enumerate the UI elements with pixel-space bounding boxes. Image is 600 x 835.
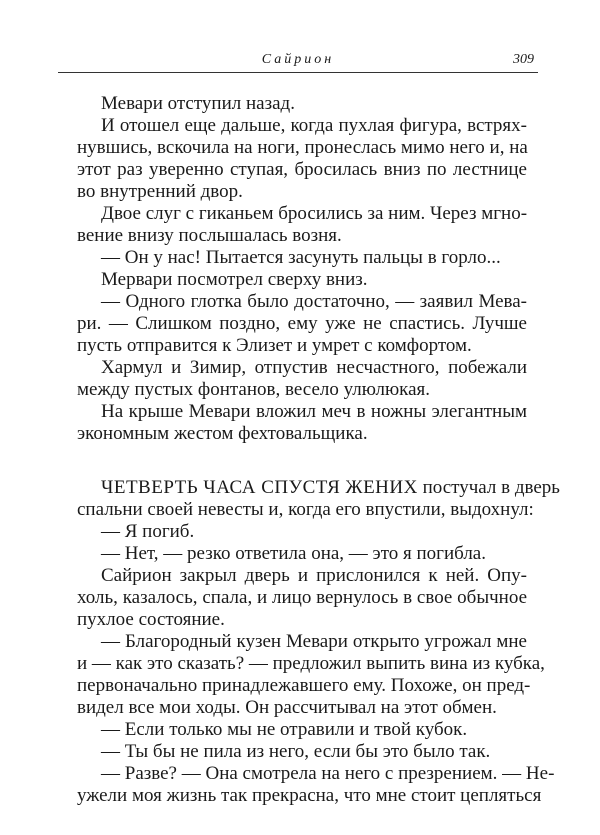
page-number: 309 (513, 52, 534, 67)
page-header (58, 50, 538, 73)
text-line: ужели моя жизнь так прекрасна, что мне стоит цепляться (77, 785, 542, 806)
text-line: — Одного глотка было достаточно, — заявил Мева- (101, 291, 527, 312)
text-line: вение внизу послышалась возня. (77, 225, 342, 246)
text-line: Мервари посмотрел сверху вниз. (101, 269, 368, 290)
text-line: нувшись, вскочила на ноги, пронеслась мимо него и, на (77, 137, 528, 158)
text-line: экономным жестом фехтовальщика. (77, 423, 368, 444)
text-line: Сайрион закрыл дверь и прислонился к ней. Опу- (101, 565, 527, 586)
text-line: — Благородный кузен Мевари открыто угрожал мне (101, 631, 527, 652)
section-opening-line (101, 477, 560, 499)
text-line: Двое слуг с гиканьем бросились за ним. Через мгно- (101, 203, 528, 224)
text-line: — Ты бы не пила из него, если бы это было так. (101, 741, 491, 762)
section-opening-caps: ЧЕТВЕРТЬ ЧАСА СПУСТЯ ЖЕНИХ (101, 477, 418, 498)
text-line: холь, казалось, спала, и лицо вернулось в свое обычное (77, 587, 527, 608)
text-line: спальни своей невесты и, когда его впустили, выдохнул: (77, 499, 534, 520)
text-line: — Нет, — резко ответила она, — это я погибла. (101, 543, 486, 564)
text-line: — Я погиб. (101, 521, 195, 542)
text-line: видел все мои ходы. Он рассчитывал на этот обмен. (77, 697, 497, 718)
text-line: Мевари отступил назад. (101, 93, 295, 114)
text-line: постучал в дверь (422, 477, 560, 498)
text-line: этот раз уверенно ступая, бросилась вниз по лестнице (77, 159, 527, 180)
text-line: между пустых фонтанов, весело улюлюкая. (77, 379, 431, 400)
text-line: во внутренний двор. (77, 181, 243, 202)
text-line: Хармул и Зимир, отпустив несчастного, побежали (101, 357, 527, 378)
running-title: Сайрион (261, 52, 335, 67)
text-line: и — как это сказать? — предложил выпить вина из кубка, (77, 653, 545, 674)
text-line: — Если только мы не отравили и твой кубок. (101, 719, 468, 740)
text-line: ри. — Слишком поздно, ему уже не спастись. Лучше (77, 313, 527, 334)
text-line: — Он у нас! Пытается засунуть пальцы в горло... (101, 247, 501, 268)
text-line: пухлое состояние. (77, 609, 225, 630)
text-line: первоначально принадлежавшего ему. Похоже, он пред- (77, 675, 531, 696)
text-line: И отошел еще дальше, когда пухлая фигура, встрях- (101, 115, 527, 136)
text-line: пусть отправится к Элизет и умрет с комфортом. (77, 335, 472, 356)
text-line: — Разве? — Она смотрела на него с презрением. — Не- (101, 763, 555, 784)
text-line: На крыше Мевари вложил меч в ножны элегантным (101, 401, 527, 422)
